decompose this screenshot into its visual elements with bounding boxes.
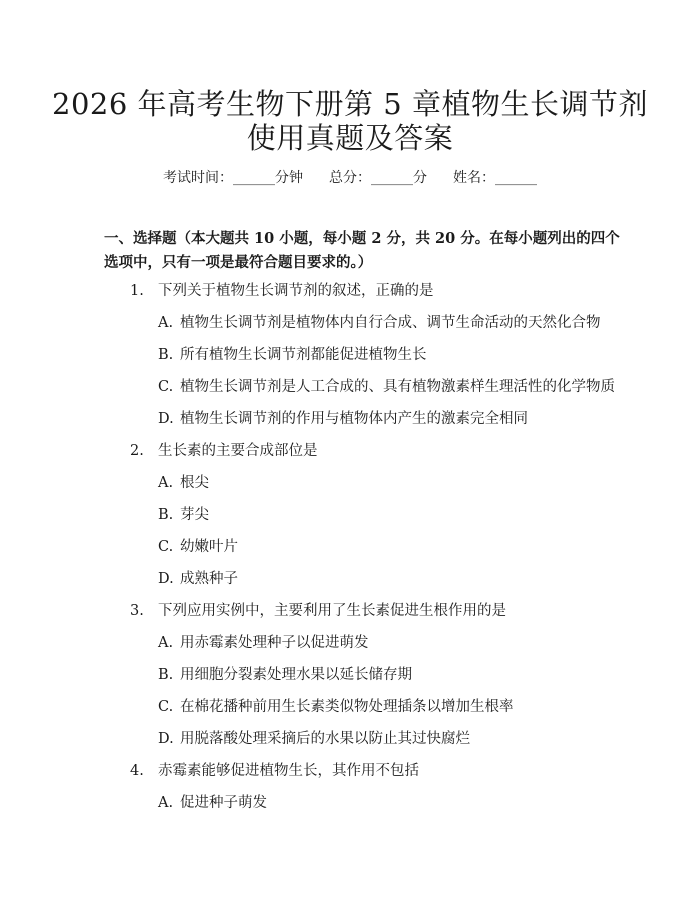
option-text: 芽尖 [180, 507, 209, 523]
answer-option [158, 472, 209, 494]
option-letter: D. [158, 411, 174, 427]
option-letter: D. [158, 571, 174, 587]
option-text: 所有植物生长调节剂都能促进植物生长 [180, 347, 427, 363]
option-text: 植物生长调节剂的作用与植物体内产生的激素完全相同 [180, 411, 528, 427]
option-text: 在棉花播种前用生长素类似物处理插条以增加生根率 [180, 699, 514, 715]
option-text: 用赤霉素处理种子以促进萌发 [180, 635, 369, 651]
question-text: 下列应用实例中，主要利用了生长素促进生根作用的是 [158, 603, 506, 619]
option-text: 促进种子萌发 [180, 795, 267, 811]
exam-info-row [0, 168, 700, 188]
option-letter: A. [158, 635, 174, 651]
answer-option [158, 792, 267, 814]
answer-option [158, 312, 601, 334]
option-letter: B. [158, 667, 174, 683]
question-number: 1. [130, 283, 144, 299]
student-name-field: 姓名：______ [453, 170, 537, 186]
answer-option [158, 664, 412, 686]
option-text: 用脱落酸处理采摘后的水果以防止其过快腐烂 [180, 731, 470, 747]
option-letter: B. [158, 347, 174, 363]
option-letter: B. [158, 507, 174, 523]
option-letter: C. [158, 699, 174, 715]
question-text: 生长素的主要合成部位是 [158, 443, 318, 459]
option-letter: C. [158, 379, 174, 395]
question-stem [130, 440, 318, 462]
answer-option [158, 376, 615, 398]
document-title-line1: 2026 年高考生物下册第 5 章植物生长调节剂 [52, 87, 648, 121]
option-text: 植物生长调节剂是人工合成的、具有植物激素样生理活性的化学物质 [180, 379, 615, 395]
document-title-line2: 使用真题及答案 [246, 121, 454, 155]
answer-option [158, 728, 470, 750]
answer-option [158, 536, 238, 558]
option-letter: A. [158, 475, 174, 491]
section-heading-multiple-choice: 一、选择题（本大题共 10 小题，每小题 2 分，共 20 分。在每小题列出的四个选项中，只有一项是最符合题目要求的。） [104, 230, 620, 271]
answer-option [158, 504, 209, 526]
option-text: 用细胞分裂素处理水果以延长储存期 [180, 667, 412, 683]
question-number: 4. [130, 763, 144, 779]
option-letter: A. [158, 315, 174, 331]
answer-option [158, 632, 369, 654]
option-letter: D. [158, 731, 174, 747]
option-text: 幼嫩叶片 [180, 539, 238, 555]
question-stem [130, 280, 434, 302]
answer-option [158, 408, 528, 430]
question-stem [130, 600, 506, 622]
question-number: 2. [130, 443, 144, 459]
question-number: 3. [130, 603, 144, 619]
option-text: 根尖 [180, 475, 209, 491]
answer-option [158, 568, 238, 590]
question-stem [130, 760, 419, 782]
option-text: 植物生长调节剂是植物体内自行合成、调节生命活动的天然化合物 [180, 315, 601, 331]
option-letter: C. [158, 539, 174, 555]
question-text: 赤霉素能够促进植物生长，其作用不包括 [158, 763, 419, 779]
option-letter: A. [158, 795, 174, 811]
answer-option [158, 696, 514, 718]
total-score-field: 总分：______分 [329, 170, 427, 186]
option-text: 成熟种子 [180, 571, 238, 587]
question-text: 下列关于植物生长调节剂的叙述，正确的是 [158, 283, 434, 299]
exam-time-field: 考试时间：______分钟 [163, 170, 303, 186]
answer-option [158, 344, 427, 366]
